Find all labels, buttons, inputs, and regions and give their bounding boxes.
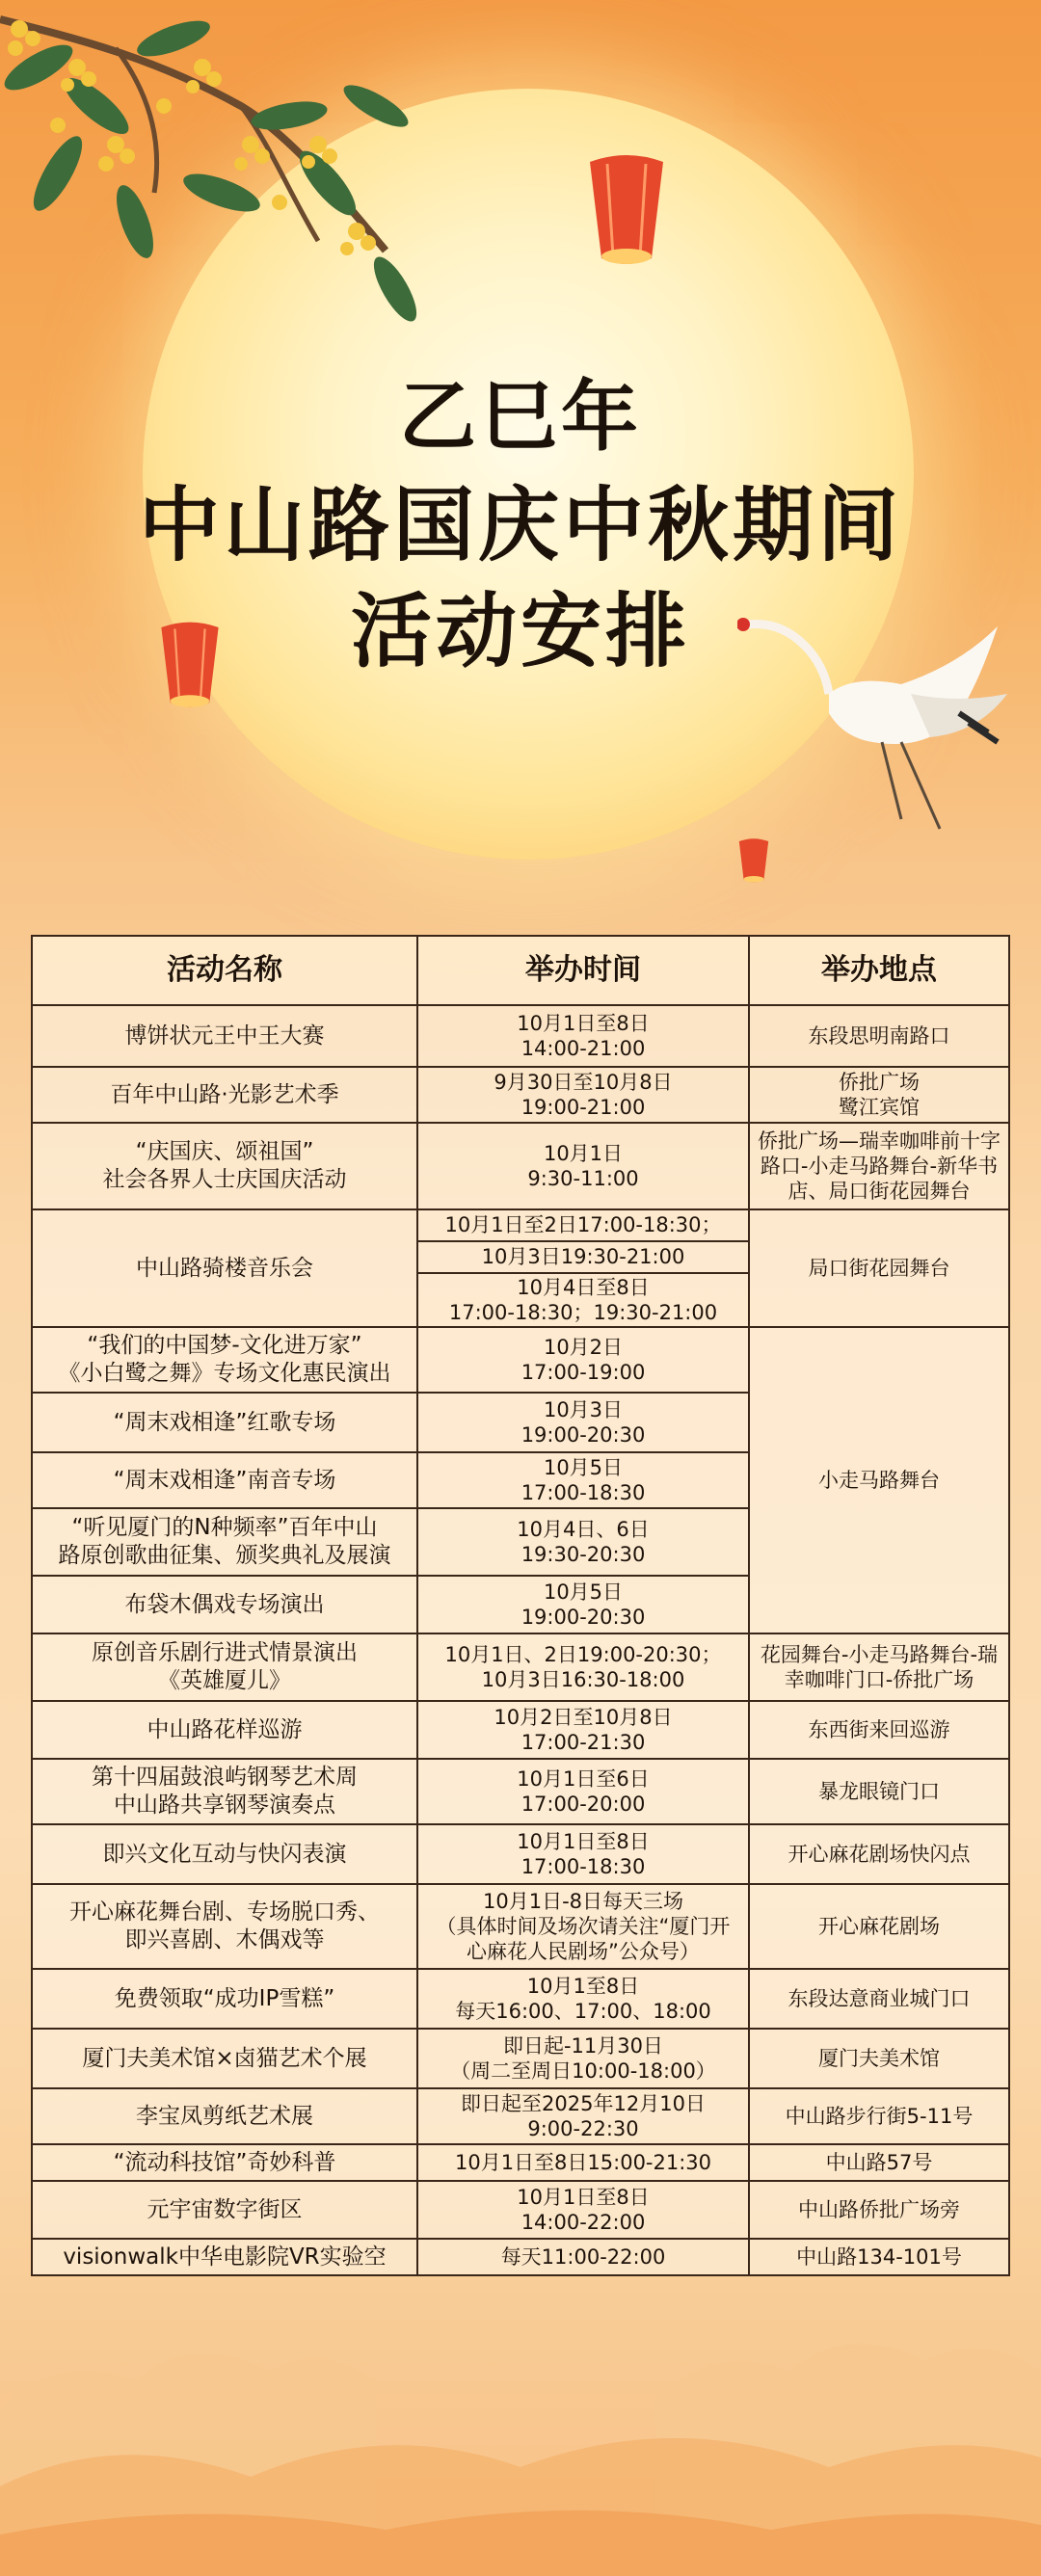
activity-time: 10月1至8日 每天16:00、17:00、18:00 <box>417 1969 749 2029</box>
activity-time: 每天11:00-22:00 <box>417 2239 749 2275</box>
activity-time: 10月5日 17:00-18:30 <box>417 1452 749 1508</box>
activity-name: 中山路骑楼音乐会 <box>32 1209 417 1327</box>
activity-time: 即日起至2025年12月10日 9:00-22:30 <box>417 2088 749 2144</box>
activity-name: 开心麻花舞台剧、专场脱口秀、 即兴喜剧、木偶戏等 <box>32 1884 417 1969</box>
activity-time: 即日起-11月30日 （周二至周日10:00-18:00） <box>417 2029 749 2088</box>
table-row <box>32 1123 1009 1209</box>
activity-location: 东段达意商业城门口 <box>749 1969 1009 2029</box>
activity-name: “流动科技馆”奇妙科普 <box>32 2144 417 2181</box>
activity-location: 厦门夫美术馆 <box>749 2029 1009 2088</box>
activity-time: 9月30日至10月8日 19:00-21:00 <box>417 1067 749 1123</box>
activity-location: 中山路步行街5-11号 <box>749 2088 1009 2144</box>
activity-name: 中山路花样巡游 <box>32 1701 417 1759</box>
activity-location: 中山路57号 <box>749 2144 1009 2181</box>
activity-name: 百年中山路·光影艺术季 <box>32 1067 417 1123</box>
activity-time: 10月4日、6日 19:30-20:30 <box>417 1508 749 1576</box>
activity-time: 10月1日至8日 17:00-18:30 <box>417 1824 749 1884</box>
activity-name: “我们的中国梦-文化进万家” 《小白鹭之舞》专场文化惠民演出 <box>32 1327 417 1393</box>
title-year: 乙巳年 <box>399 372 642 462</box>
sky-lantern-icon <box>578 152 675 273</box>
header-activity-name: 活动名称 <box>32 936 417 1005</box>
table-row <box>32 1759 1009 1824</box>
activity-name: 第十四届鼓浪屿钢琴艺术周 中山路共享钢琴演奏点 <box>32 1759 417 1824</box>
activity-location: 中山路134-101号 <box>749 2239 1009 2275</box>
activity-name: “听见厦门的N种频率”百年中山 路原创歌曲征集、颁奖典礼及展演 <box>32 1508 417 1576</box>
activity-location: 暴龙眼镜门口 <box>749 1759 1009 1824</box>
osmanthus-branch-illustration <box>0 0 443 328</box>
activity-location: 侨批广场 鹭江宾馆 <box>749 1067 1009 1123</box>
table-row <box>32 1327 1009 1393</box>
activity-location: 局口街花园舞台 <box>749 1209 1009 1327</box>
activity-location: 东西街来回巡游 <box>749 1701 1009 1759</box>
table-row <box>32 1067 1009 1123</box>
activity-time: 10月2日至10月8日 17:00-21:30 <box>417 1701 749 1759</box>
activity-time: 10月1日至2日17:00-18:30； <box>417 1209 749 1241</box>
table-row <box>32 2088 1009 2144</box>
table-row <box>32 1824 1009 1884</box>
table-row <box>32 1209 1009 1241</box>
header-location: 举办地点 <box>749 936 1009 1005</box>
activity-name: 布袋木偶戏专场演出 <box>32 1576 417 1633</box>
schedule-table-wrapper <box>31 935 1008 2276</box>
activity-time: 10月5日 19:00-20:30 <box>417 1576 749 1633</box>
table-row <box>32 1633 1009 1701</box>
activity-time: 10月1日-8日每天三场 （具体时间及场次请关注“厦门开 心麻花人民剧场”公众号） <box>417 1884 749 1969</box>
activity-time: 10月1日、2日19:00-20:30； 10月3日16:30-18:00 <box>417 1633 749 1701</box>
title-main: 中山路国庆中秋期间 <box>138 478 902 572</box>
activity-name: 原创音乐剧行进式情景演出 《英雄厦儿》 <box>32 1633 417 1701</box>
table-row <box>32 1969 1009 2029</box>
activity-name: 元宇宙数字街区 <box>32 2181 417 2239</box>
activity-time: 10月1日至8日 14:00-21:00 <box>417 1005 749 1067</box>
table-row <box>32 2144 1009 2181</box>
activity-name: 博饼状元王中王大赛 <box>32 1005 417 1067</box>
table-row <box>32 2239 1009 2275</box>
activity-time: 10月1日 9:30-11:00 <box>417 1123 749 1209</box>
activity-location: 东段思明南路口 <box>749 1005 1009 1067</box>
schedule-table <box>31 935 1010 2276</box>
activity-location: 开心麻花剧场 <box>749 1884 1009 1969</box>
activity-location: 小走马路舞台 <box>749 1327 1009 1633</box>
table-row <box>32 2029 1009 2088</box>
table-row <box>32 2181 1009 2239</box>
activity-location: 开心麻花剧场快闪点 <box>749 1824 1009 1884</box>
activity-name: visionwalk中华电影院VR实验空 <box>32 2239 417 2275</box>
activity-time: 10月1日至8日 14:00-22:00 <box>417 2181 749 2239</box>
activity-time: 10月3日 19:00-20:30 <box>417 1393 749 1452</box>
header-time: 举办时间 <box>417 936 749 1005</box>
activity-time: 10月1日至8日15:00-21:30 <box>417 2144 749 2181</box>
activity-name: “周末戏相逢”红歌专场 <box>32 1393 417 1452</box>
activity-name: “周末戏相逢”南音专场 <box>32 1452 417 1508</box>
activity-name: 即兴文化互动与快闪表演 <box>32 1824 417 1884</box>
activity-location: 花园舞台-小走马路舞台-瑞幸咖啡门口-侨批广场 <box>749 1633 1009 1701</box>
clouds-decoration <box>0 2294 1041 2576</box>
activity-time: 10月3日19:30-21:00 <box>417 1241 749 1273</box>
activity-time: 10月1日至6日 17:00-20:00 <box>417 1759 749 1824</box>
table-header-row <box>32 936 1009 1005</box>
table-row <box>32 1701 1009 1759</box>
table-row <box>32 1884 1009 1969</box>
title-sub: 活动安排 <box>350 584 690 678</box>
activity-name: 厦门夫美术馆×卤猫艺术个展 <box>32 2029 417 2088</box>
table-row <box>32 1005 1009 1067</box>
activity-time: 10月2日 17:00-19:00 <box>417 1327 749 1393</box>
activity-location: 中山路侨批广场旁 <box>749 2181 1009 2239</box>
activity-time: 10月4日至8日 17:00-18:30；19:30-21:00 <box>417 1273 749 1327</box>
activity-location: 侨批广场—瑞幸咖啡前十字路口-小走马路舞台-新华书店、局口街花园舞台 <box>749 1123 1009 1209</box>
activity-name: 李宝凤剪纸艺术展 <box>32 2088 417 2144</box>
activity-name: 免费领取“成功IP雪糕” <box>32 1969 417 2029</box>
activity-name: “庆国庆、颂祖国” 社会各界人士庆国庆活动 <box>32 1123 417 1209</box>
